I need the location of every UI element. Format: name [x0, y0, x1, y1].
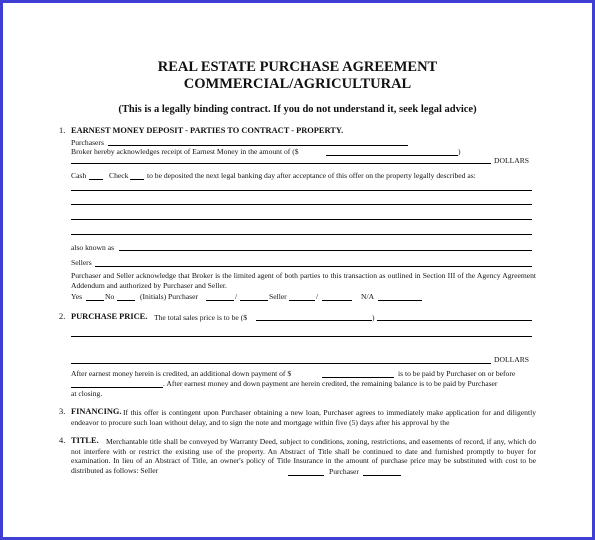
yes-label: Yes — [71, 292, 83, 301]
earnest-money-words-field[interactable] — [71, 163, 491, 164]
no-label: No — [105, 292, 115, 301]
purchase-price-words-line-2[interactable] — [71, 363, 491, 364]
purchase-price-words-line-1[interactable] — [71, 336, 532, 337]
also-known-as-field[interactable] — [119, 250, 532, 251]
seller-initials-field-2[interactable] — [322, 300, 352, 301]
section4-number: 4. — [59, 436, 66, 445]
purchase-price-text: The total sales price is to be ($ — [154, 313, 247, 322]
down-payment-amount-field[interactable] — [322, 377, 394, 378]
purchasers-field[interactable] — [108, 145, 408, 146]
earnest-money-amount-field[interactable] — [326, 155, 458, 156]
purchase-price-paren: ) — [372, 313, 375, 322]
section4-heading: TITLE. — [71, 436, 99, 445]
section3-heading: FINANCING. — [71, 407, 122, 416]
legal-description-line-4[interactable] — [71, 234, 532, 235]
purchase-price-amount-field[interactable] — [256, 320, 372, 321]
seller-initials-slash: / — [316, 292, 319, 301]
cash-checkbox-field[interactable] — [89, 179, 103, 180]
section2-number: 2. — [59, 312, 66, 321]
purchase-price-dollars-label: DOLLARS — [494, 355, 530, 364]
legal-description-line-2[interactable] — [71, 204, 532, 205]
section1-number: 1. — [59, 126, 66, 135]
title-cost-seller-field[interactable] — [288, 475, 324, 476]
section3-number: 3. — [59, 407, 66, 416]
broker-receipt-text: Broker hereby acknowledges receipt of Earnest Money in the amount of ($ — [71, 147, 299, 156]
down-payment-text-c: . After earnest money and down payment are herein credited, the remaining balance is to be paid by Purchaser — [163, 379, 498, 388]
check-checkbox-field[interactable] — [130, 179, 144, 180]
down-payment-text-d: at closing. — [71, 389, 103, 398]
seller-initials-field-1[interactable] — [289, 300, 315, 301]
purchaser-initials-slash: / — [235, 292, 238, 301]
purchaser-initials-field-1[interactable] — [206, 300, 234, 301]
legal-disclaimer: (This is a legally binding contract. If you do not understand it, seek legal advice) — [118, 104, 477, 115]
seller-initials-label: Seller — [269, 292, 287, 301]
legal-description-line-1[interactable] — [71, 190, 532, 191]
title-cost-purchaser-field[interactable] — [363, 475, 401, 476]
sellers-field[interactable] — [95, 266, 532, 267]
initials-purchaser-label: (Initials) Purchaser — [140, 292, 198, 301]
document-title-line1: REAL ESTATE PURCHASE AGREEMENT — [157, 59, 438, 75]
check-label: Check — [109, 171, 129, 180]
also-known-as-label: also known as — [71, 243, 115, 252]
down-payment-text-a: After earnest money herein is credited, an additional down payment of $ — [71, 369, 292, 378]
na-field[interactable] — [378, 300, 422, 301]
section1-heading: EARNEST MONEY DEPOSIT - PARTIES TO CONTRACT - PROPERTY. — [71, 126, 344, 135]
agency-acknowledgement: Purchaser and Seller acknowledge that Broker is the limited agent of both parties to this transaction as outlined in Section III of the Agency Agreement Addendum and authorized by Purchaser and Seller. — [71, 271, 536, 290]
down-payment-date-field[interactable] — [71, 387, 163, 388]
cash-label: Cash — [71, 171, 87, 180]
no-field[interactable] — [117, 300, 135, 301]
earnest-money-dollars-label: DOLLARS — [494, 156, 530, 165]
purchase-price-extra-field[interactable] — [377, 320, 532, 321]
financing-text: If this offer is contingent upon Purchaser obtaining a new loan, Purchaser agrees to immediately make application for and diligently endeavor to procure such loan without delay, and to sign the note and mortgage within five (5) days after his approval by the — [71, 408, 536, 427]
sellers-label: Sellers — [71, 258, 92, 267]
na-label: N/A — [361, 292, 375, 301]
deposit-text: to be deposited the next legal banking day after acceptance of this offer on the property legally described as: — [147, 171, 476, 180]
legal-description-line-3[interactable] — [71, 219, 532, 220]
section2-heading: PURCHASE PRICE. — [71, 312, 148, 321]
earnest-money-paren: ) — [458, 147, 461, 156]
purchaser-initials-field-2[interactable] — [240, 300, 268, 301]
purchasers-label: Purchasers — [71, 138, 104, 147]
document-title-line2: COMMERCIAL/AGRICULTURAL — [183, 76, 412, 92]
title-cost-purchaser-label: Purchaser — [329, 467, 359, 476]
down-payment-text-b: is to be paid by Purchaser on or before — [398, 369, 516, 378]
yes-field[interactable] — [86, 300, 104, 301]
title-text: Merchantable title shall be conveyed by Warranty Deed, subject to conditions, zoning, restrictions, and easements of record, if any, which do not interfere with or restrict the existing use of the property. An Abstract of Title shall be continued to date and furnished promptly to buyer for examination. In lieu of an Abstract of Title, an owner's policy of Title Insurance in the amount of purchase price may be substituted with cost to be distributed as follows: Seller — [71, 437, 536, 475]
